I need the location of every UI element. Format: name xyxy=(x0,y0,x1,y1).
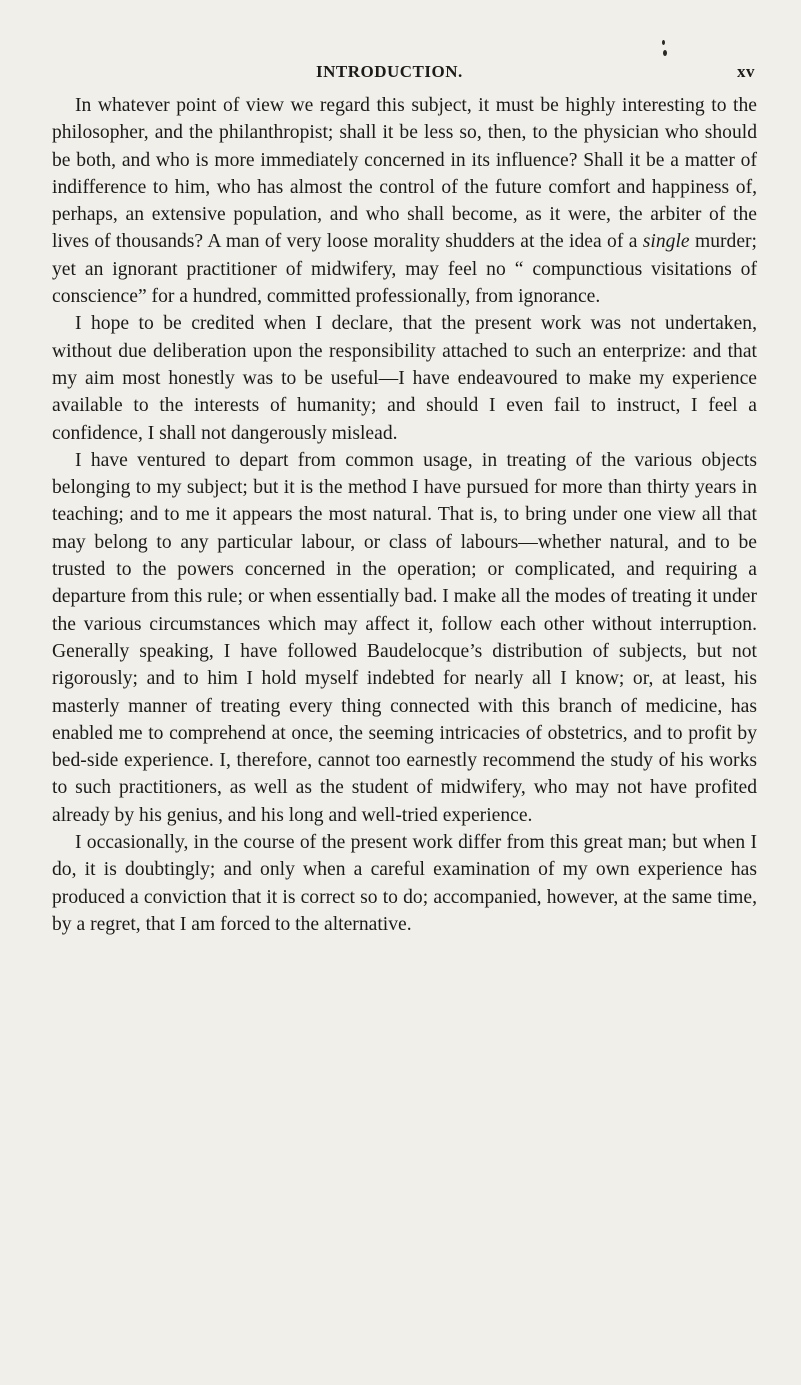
paragraph-4: I occasionally, in the course of the present work differ from this great man; but when I do, it is doubtingly; and only when a careful examination of my own experience has produced a conviction that it is correct so to do; accompanied, however, at the same time, by a regret, that I am forced to the alternative. xyxy=(52,832,757,935)
running-head xyxy=(52,62,757,86)
page-number: xv xyxy=(737,62,755,81)
emphasis-single: single xyxy=(642,231,690,253)
paragraph-1-text-continued: murder; yet an ignorant practitioner of midwifery, may feel no “ compunctious visitations of conscience” for a hundred, committed professionally, from ignorance. xyxy=(52,231,757,308)
paragraph-1-text: In whatever point of view we regard this subject, it must be highly interesting to the philosopher, and the philanthropist; shall it be less so, then, to the physician who should be both, and who is more immediately concerned in its influence? Shall it be a matter of indifference to him, who has almost the control of the future comfort and happiness of, perhaps, an extensive population, and who shall become, as it were, the arbiter of the lives of thousands? A man of very loose morality shudders at the idea of a xyxy=(52,95,757,253)
running-head-title: INTRODUCTION. xyxy=(316,62,463,81)
paragraph-2: I hope to be credited when I declare, that the present work was not undertaken, without due deliberation upon the responsibility attached to such an enterprize: and that my aim most honestly was to be useful—I have endeavoured to make my experience available to the interests of humanity; and should I even fail to instruct, I feel a confidence, I shall not dangerously mislead. xyxy=(52,313,757,444)
paragraph-3: I have ventured to depart from common usage, in treating of the various objects belonging to my subject; but it is the method I have pursued for more than thirty years in teaching; and to me it appears the most natural. That is, to bring under one view all that may belong to any particular labour, or class of labours—whether natural, and to be trusted to the powers concerned in the operation; or complicated, and requiring a departure from this rule; or when essentially bad. I make all the modes of treating it under the various circumstances which may affect it, follow each other without interruption. Generally speaking, I have followed Baudelocque’s distribution of subjects, but not rigorously; and to him I hold myself indebted for nearly all I know; or, at least, his masterly manner of treating every thing connected with this branch of medicine, has enabled me to comprehend at once, the seeming intricacies of obstetrics, and to profit by bed-side experience. I, therefore, cannot too earnestly recommend the study of his works to such practitioners, as well as the student of midwifery, who may not have profited already by his genius, and his long and well-tried experience. xyxy=(52,449,757,826)
body-text xyxy=(52,92,757,938)
ink-speck xyxy=(663,50,667,56)
ink-speck xyxy=(662,40,665,45)
paragraph-1 xyxy=(52,92,757,310)
